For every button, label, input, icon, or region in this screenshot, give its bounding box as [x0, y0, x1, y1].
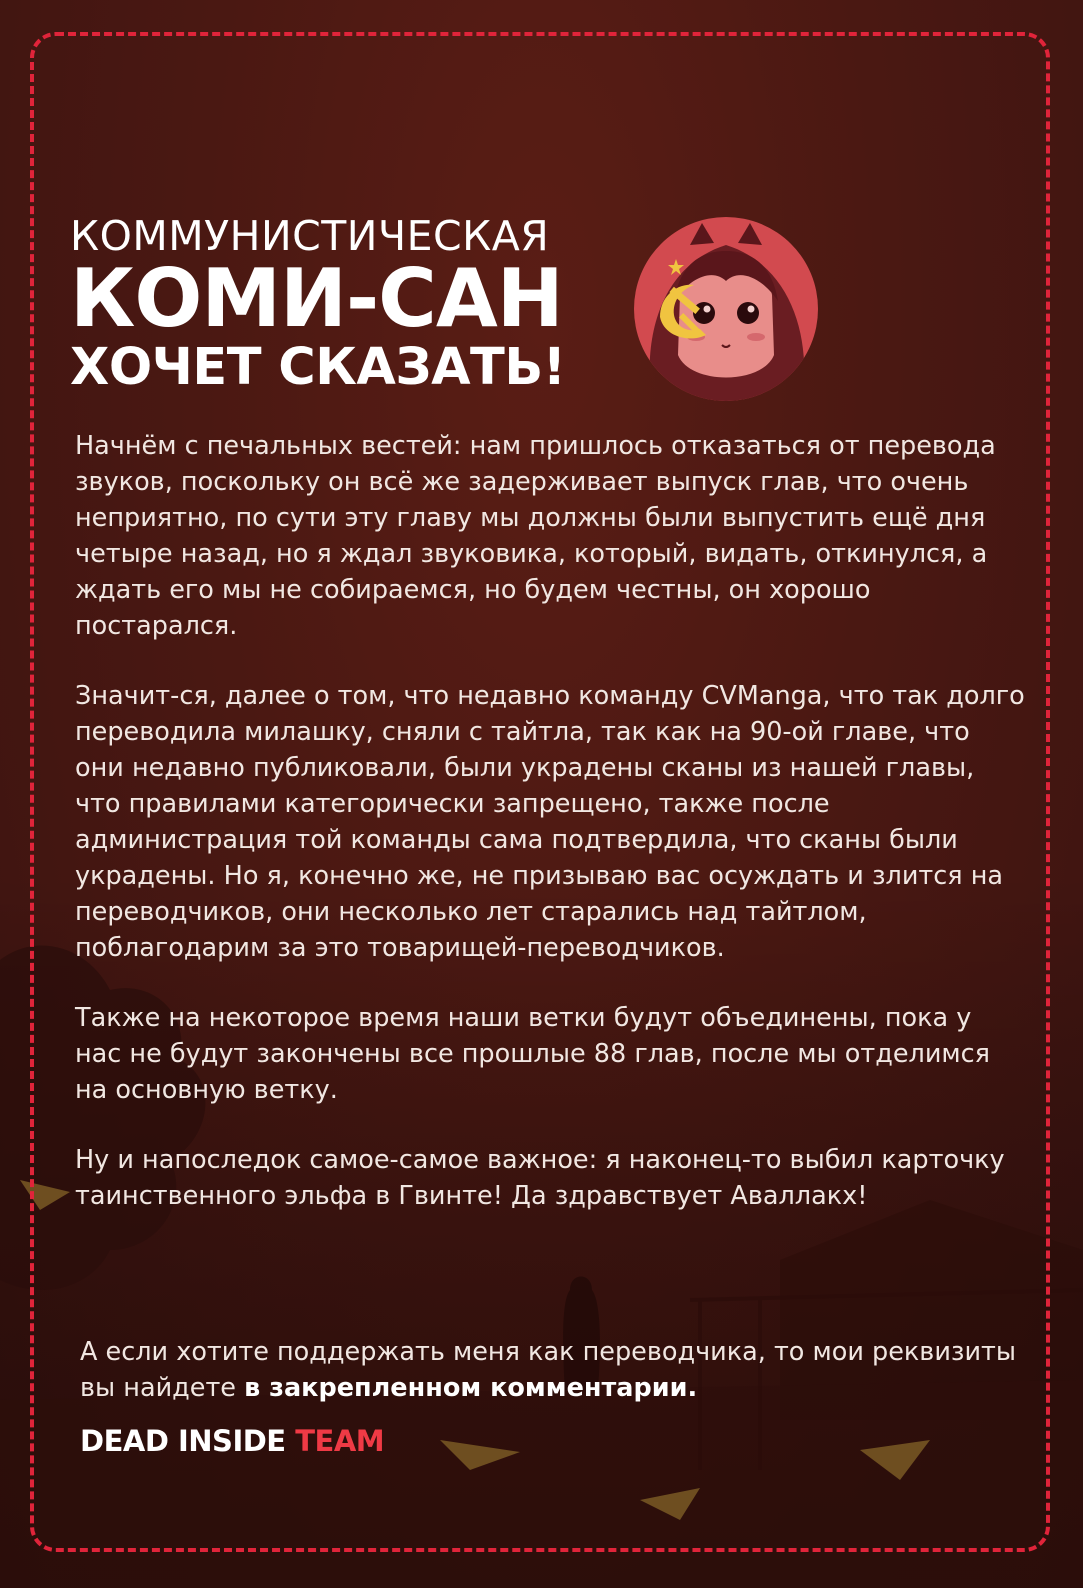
paragraph-cvmanga: Значит-ся, далее о том, что недавно команду CVManga, что так долго переводила милашку, сняли с тайтла, так как на 90-ой главе, что они недавно публиковали, были украдены сканы из нашей главы, что правилами категорически запрещено, также после администрация той команды сама подтвердила, что сканы были украдены. Но я, конечно же, не призываю вас осуждать и злится на переводчиков, они несколько лет старались над тайтлом, поблагодарим за это товарищей-переводчиков.: [75, 681, 1025, 963]
pinned-comment-link: в закрепленном комментарии.: [244, 1373, 698, 1403]
team-name: DEAD INSIDE: [80, 1424, 286, 1458]
title-line-3: ХОЧЕТ СКАЗАТЬ!: [70, 338, 566, 397]
title-line-1: КОММУНИСТИЧЕСКАЯ: [70, 212, 550, 260]
paragraph-gwent: Ну и напоследок самое-самое важное: я наконец-то выбил карточку таинственного эльфа в Гвинте! Да здравствует Аваллакх!: [75, 1145, 1005, 1211]
paragraph-sounds: Начнём с печальных вестей: нам пришлось отказаться от перевода звуков, поскольку он всё же задерживает выпуск глав, что очень неприятно, по сути эту главу мы должны были выпустить ещё дня четыре назад, но я ждал звуковика, который, видать, откинулся, а ждать его мы не собираемся, но будем честны, он хорошо постарался.: [75, 431, 996, 641]
team-signature: [80, 1424, 384, 1458]
support-note: [80, 1334, 1020, 1406]
avatar: [632, 215, 820, 403]
announcement-body: [75, 428, 1025, 1248]
title-line-2: КОМИ-САН: [70, 252, 563, 345]
title-block: [70, 212, 620, 398]
support-text: А если хотите поддержать меня как переводчика, то мои реквизиты вы найдете: [80, 1337, 1017, 1403]
paragraph-branches: Также на некоторое время наши ветки будут объединены, пока у нас не будут закончены все прошлые 88 глав, после мы отделимся на основную ветку.: [75, 1003, 990, 1105]
team-accent: TEAM: [295, 1424, 385, 1458]
